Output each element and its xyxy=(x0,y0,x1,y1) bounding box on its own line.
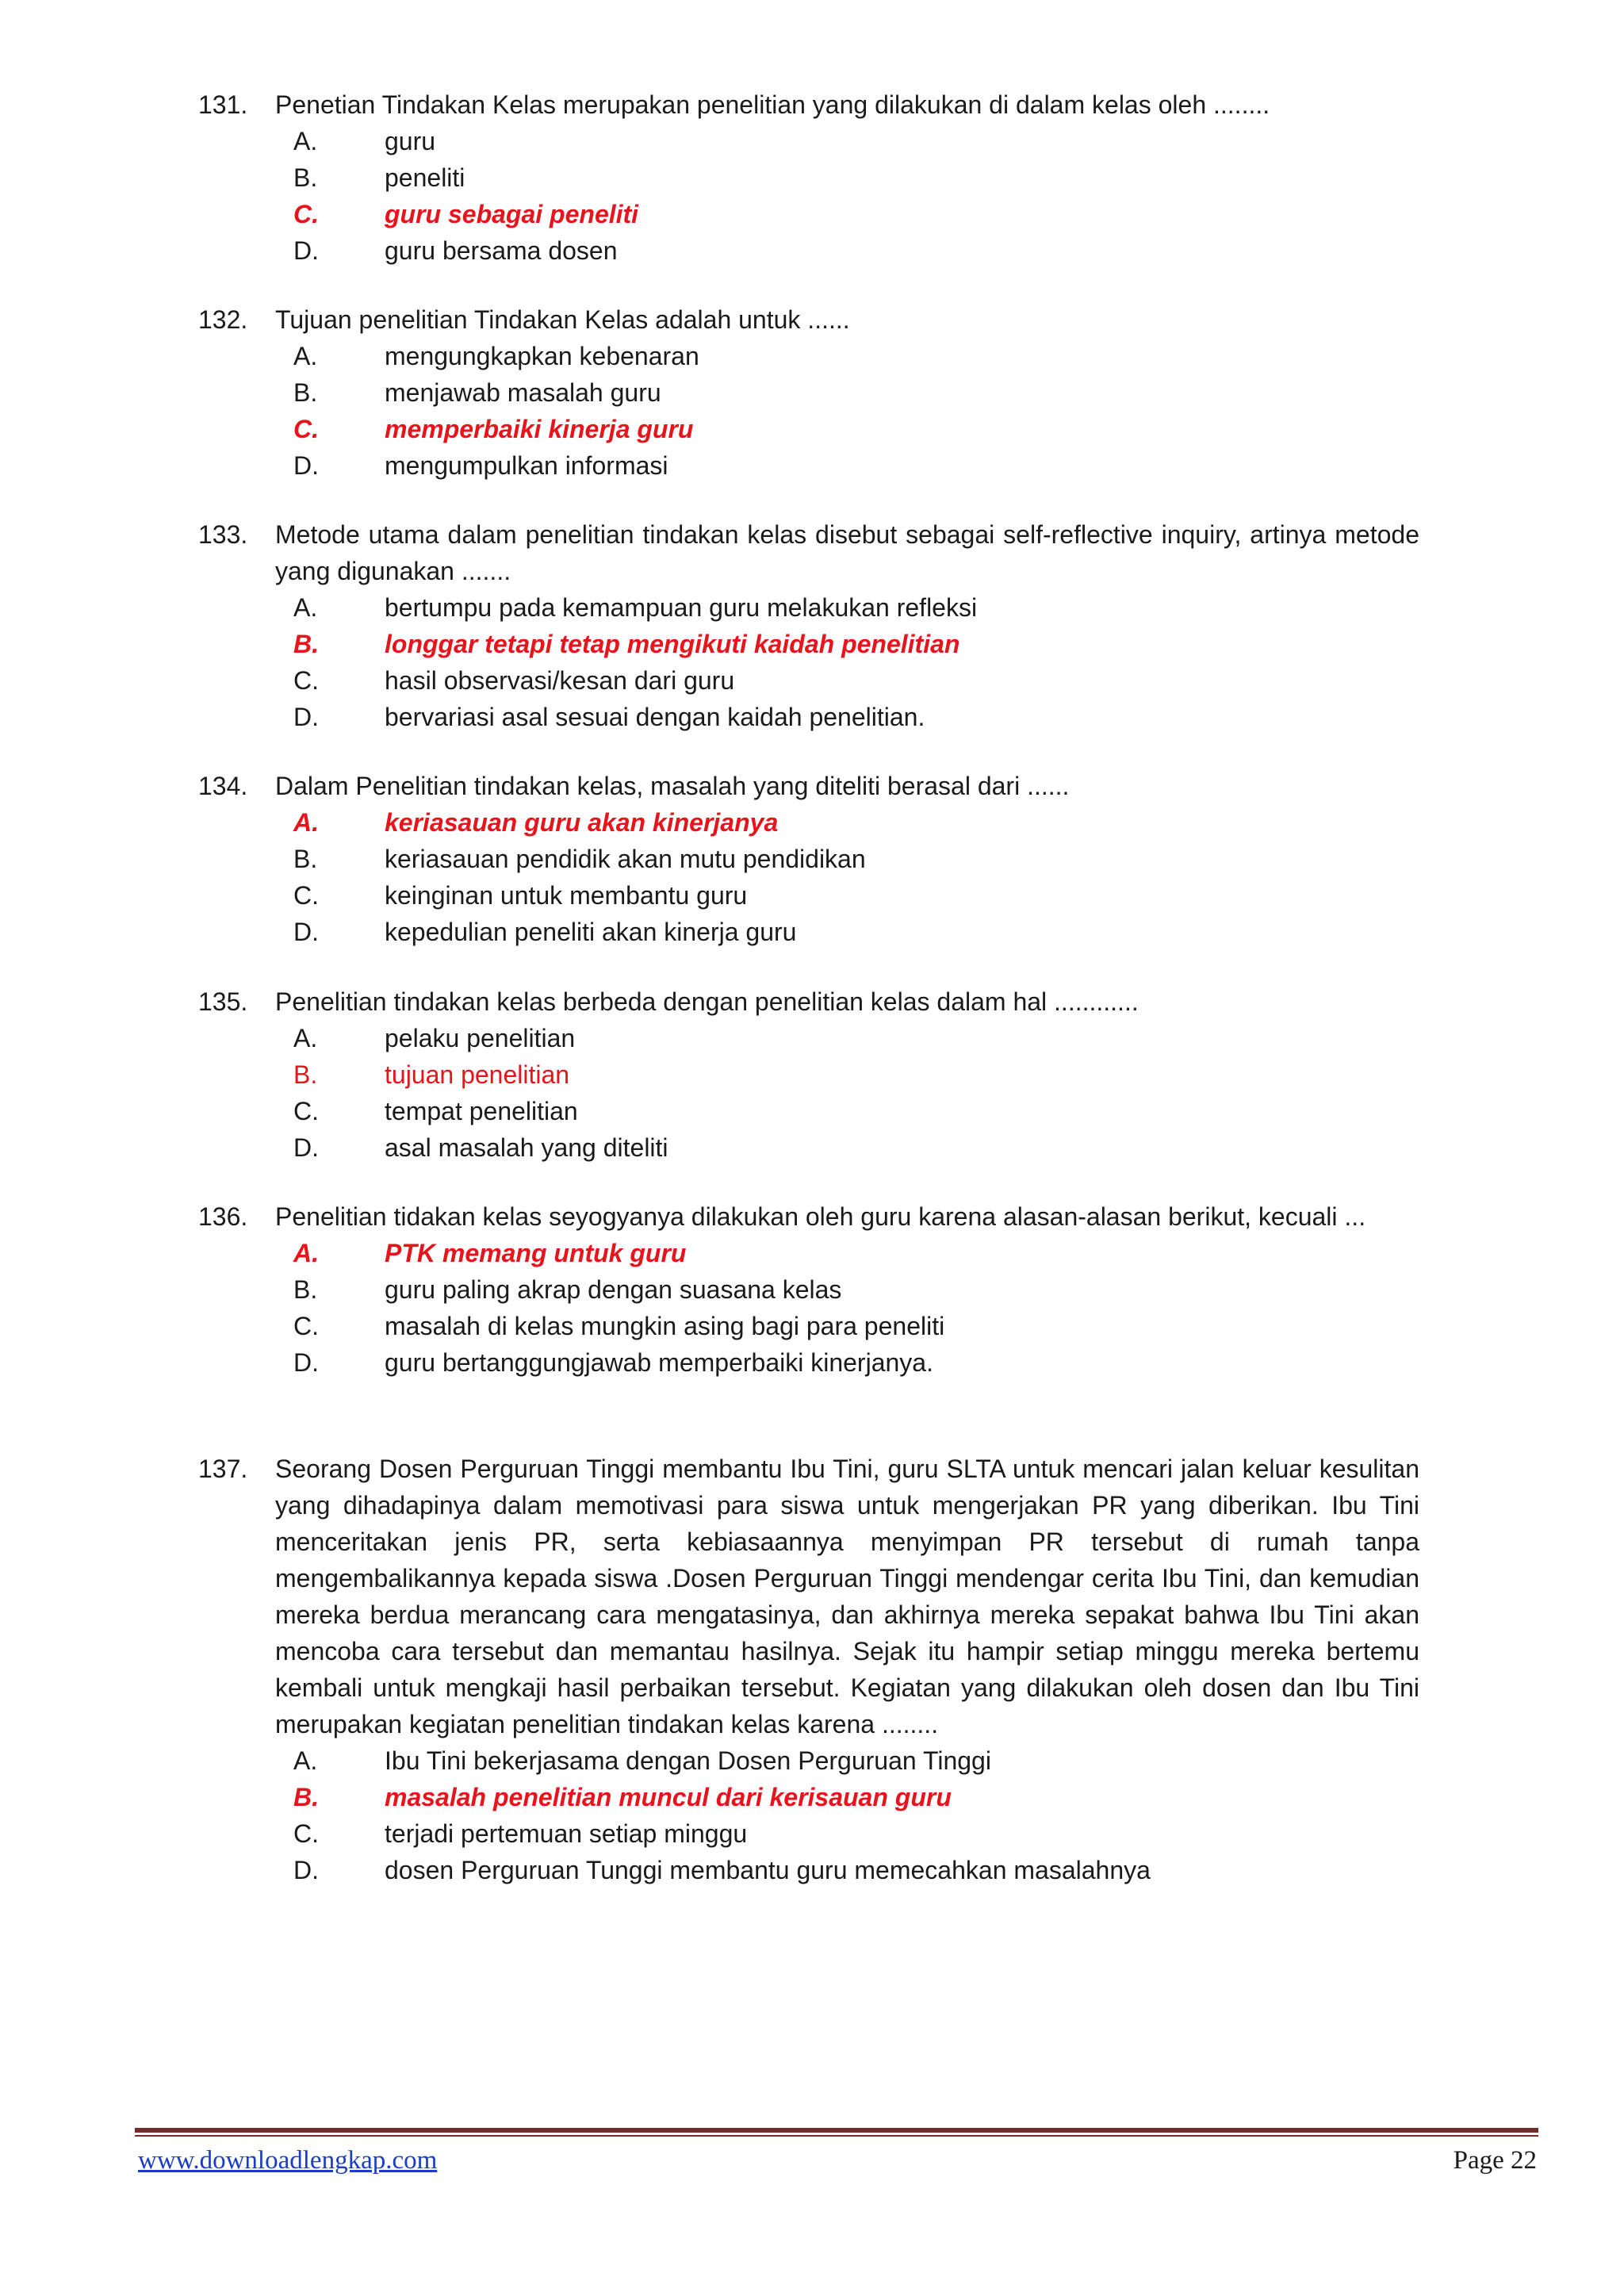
option-c xyxy=(293,1308,1419,1344)
option-letter: B. xyxy=(293,630,319,658)
option-text: guru bersama dosen xyxy=(385,236,618,265)
option-a xyxy=(293,123,1419,159)
option-letter: D. xyxy=(293,703,319,731)
option-d xyxy=(293,914,1419,950)
option-a xyxy=(293,589,1419,626)
option-letter: A. xyxy=(293,342,318,370)
option-text: tujuan penelitian xyxy=(385,1060,570,1089)
option-letter: D. xyxy=(293,1133,319,1162)
option-letter: B. xyxy=(293,378,318,407)
option-letter: C. xyxy=(293,666,319,695)
option-letter: C. xyxy=(293,415,319,443)
option-c xyxy=(293,877,1419,914)
option-text: tempat penelitian xyxy=(385,1097,578,1125)
option-letter: B. xyxy=(293,1060,318,1089)
question-text: Tujuan penelitian Tindakan Kelas adalah untuk ...... xyxy=(275,305,850,334)
option-text: menjawab masalah guru xyxy=(385,378,661,407)
question-number: 135. xyxy=(198,987,248,1016)
option-a xyxy=(293,1020,1419,1056)
option-text: mengungkapkan kebenaran xyxy=(385,342,699,370)
question-134 xyxy=(198,768,1419,950)
option-text: bervariasi asal sesuai dengan kaidah penelitian. xyxy=(385,703,925,731)
option-d xyxy=(293,447,1419,484)
option-text: keinginan untuk membantu guru xyxy=(385,881,748,910)
option-letter: A. xyxy=(293,808,319,837)
option-a-correct-answer xyxy=(293,1235,1419,1271)
option-letter: C. xyxy=(293,200,319,228)
footer-divider-thin xyxy=(135,2135,1538,2137)
page-number: Page 22 xyxy=(1453,2146,1537,2175)
question-text: Penelitian tidakan kelas seyogyanya dilakukan oleh guru karena alasan-alasan berikut, kecuali ... xyxy=(275,1202,1366,1231)
option-letter: C. xyxy=(293,1312,319,1340)
option-text: longgar tetapi tetap mengikuti kaidah penelitian xyxy=(385,630,960,658)
question-text: Dalam Penelitian tindakan kelas, masalah yang diteliti berasal dari ...... xyxy=(275,772,1070,800)
option-letter: D. xyxy=(293,1856,319,1884)
option-letter: D. xyxy=(293,236,319,265)
option-b-correct-answer xyxy=(293,626,1419,662)
option-d xyxy=(293,1344,1419,1381)
option-text: hasil observasi/kesan dari guru xyxy=(385,666,735,695)
question-132 xyxy=(198,301,1419,484)
option-letter: B. xyxy=(293,845,318,873)
option-d xyxy=(293,699,1419,735)
option-a xyxy=(293,338,1419,374)
option-text: terjadi pertemuan setiap minggu xyxy=(385,1819,748,1848)
question-text: Penelitian tindakan kelas berbeda dengan penelitian kelas dalam hal ............ xyxy=(275,987,1139,1016)
option-letter: D. xyxy=(293,1348,319,1377)
option-b-correct-answer xyxy=(293,1779,1419,1815)
option-letter: C. xyxy=(293,1097,319,1125)
option-b xyxy=(293,374,1419,411)
question-number: 134. xyxy=(198,772,248,800)
option-b-correct-answer xyxy=(293,1056,1419,1093)
option-letter: A. xyxy=(293,593,318,622)
option-text: peneliti xyxy=(385,163,465,192)
option-a-correct-answer xyxy=(293,804,1419,841)
option-b xyxy=(293,841,1419,877)
option-c-correct-answer xyxy=(293,196,1419,232)
question-number: 131. xyxy=(198,90,248,119)
option-letter: D. xyxy=(293,451,319,480)
option-a xyxy=(293,1742,1419,1779)
question-131 xyxy=(198,86,1419,269)
option-text: masalah di kelas mungkin asing bagi para peneliti xyxy=(385,1312,945,1340)
question-135 xyxy=(198,983,1419,1166)
question-number: 133. xyxy=(198,520,248,549)
question-133 xyxy=(198,516,1419,735)
option-c xyxy=(293,1815,1419,1852)
footer-website-link[interactable]: www.downloadlengkap.com xyxy=(138,2146,438,2175)
question-number: 137. xyxy=(198,1455,248,1483)
option-letter: B. xyxy=(293,1275,318,1304)
option-text: pelaku penelitian xyxy=(385,1024,576,1052)
option-letter: C. xyxy=(293,881,319,910)
option-letter: B. xyxy=(293,1783,319,1811)
option-c xyxy=(293,662,1419,699)
option-letter: A. xyxy=(293,1024,318,1052)
option-letter: C. xyxy=(293,1819,319,1848)
option-c-correct-answer xyxy=(293,411,1419,447)
question-number: 132. xyxy=(198,305,248,334)
option-letter: B. xyxy=(293,163,318,192)
option-text: keriasauan pendidik akan mutu pendidikan xyxy=(385,845,866,873)
option-text: guru paling akrap dengan suasana kelas xyxy=(385,1275,842,1304)
option-d xyxy=(293,232,1419,269)
option-letter: A. xyxy=(293,1746,318,1775)
option-letter: D. xyxy=(293,918,319,946)
option-text: kepedulian peneliti akan kinerja guru xyxy=(385,918,797,946)
option-d xyxy=(293,1852,1419,1888)
question-number: 136. xyxy=(198,1202,248,1231)
option-text: PTK memang untuk guru xyxy=(385,1239,687,1267)
option-text: asal masalah yang diteliti xyxy=(385,1133,668,1162)
question-text: Metode utama dalam penelitian tindakan kelas disebut sebagai self-reflective inquiry, artinya metode yang digunakan ....... xyxy=(275,520,1419,585)
question-text: Penetian Tindakan Kelas merupakan penelitian yang dilakukan di dalam kelas oleh ........ xyxy=(275,90,1270,119)
option-letter: A. xyxy=(293,1239,319,1267)
option-text: guru sebagai peneliti xyxy=(385,200,639,228)
option-text: keriasauan guru akan kinerjanya xyxy=(385,808,779,837)
option-d xyxy=(293,1129,1419,1166)
option-c xyxy=(293,1093,1419,1129)
question-137 xyxy=(198,1451,1419,1888)
option-text: guru xyxy=(385,127,436,155)
option-text: masalah penelitian muncul dari kerisauan guru xyxy=(385,1783,952,1811)
option-text: Ibu Tini bekerjasama dengan Dosen Perguruan Tinggi xyxy=(385,1746,991,1775)
option-text: guru bertanggungjawab memperbaiki kinerjanya. xyxy=(385,1348,933,1377)
option-text: dosen Perguruan Tunggi membantu guru memecahkan masalahnya xyxy=(385,1856,1151,1884)
question-text: Seorang Dosen Perguruan Tinggi membantu Ibu Tini, guru SLTA untuk mencari jalan keluar kesulitan yang dihadapinya dalam memotivasi para siswa untuk mengerjakan PR yang diberikan. Ibu Tini menceritakan jenis PR, serta kebiasaannya menyimpan PR tersebut di rumah tanpa mengembalikannya kepada siswa .Dosen Perguruan Tinggi mendengar cerita Ibu Tini, dan kemudian mereka berdua merancang cara mengatasinya, dan akhirnya mereka sepakat bahwa Ibu Tini akan mencoba cara tersebut dan memantau hasilnya. Sejak itu hampir setiap minggu mereka bertemu kembali untuk mengkaji hasil perbaikan tersebut. Kegiatan yang dilakukan oleh dosen dan Ibu Tini merupakan kegiatan penelitian tindakan kelas karena ........ xyxy=(275,1455,1419,1738)
question-136 xyxy=(198,1198,1419,1381)
option-b xyxy=(293,1271,1419,1308)
option-b xyxy=(293,159,1419,196)
option-letter: A. xyxy=(293,127,318,155)
option-text: memperbaiki kinerja guru xyxy=(385,415,694,443)
option-text: mengumpulkan informasi xyxy=(385,451,668,480)
option-text: bertumpu pada kemampuan guru melakukan refleksi xyxy=(385,593,978,622)
footer-divider-thick xyxy=(135,2128,1538,2133)
